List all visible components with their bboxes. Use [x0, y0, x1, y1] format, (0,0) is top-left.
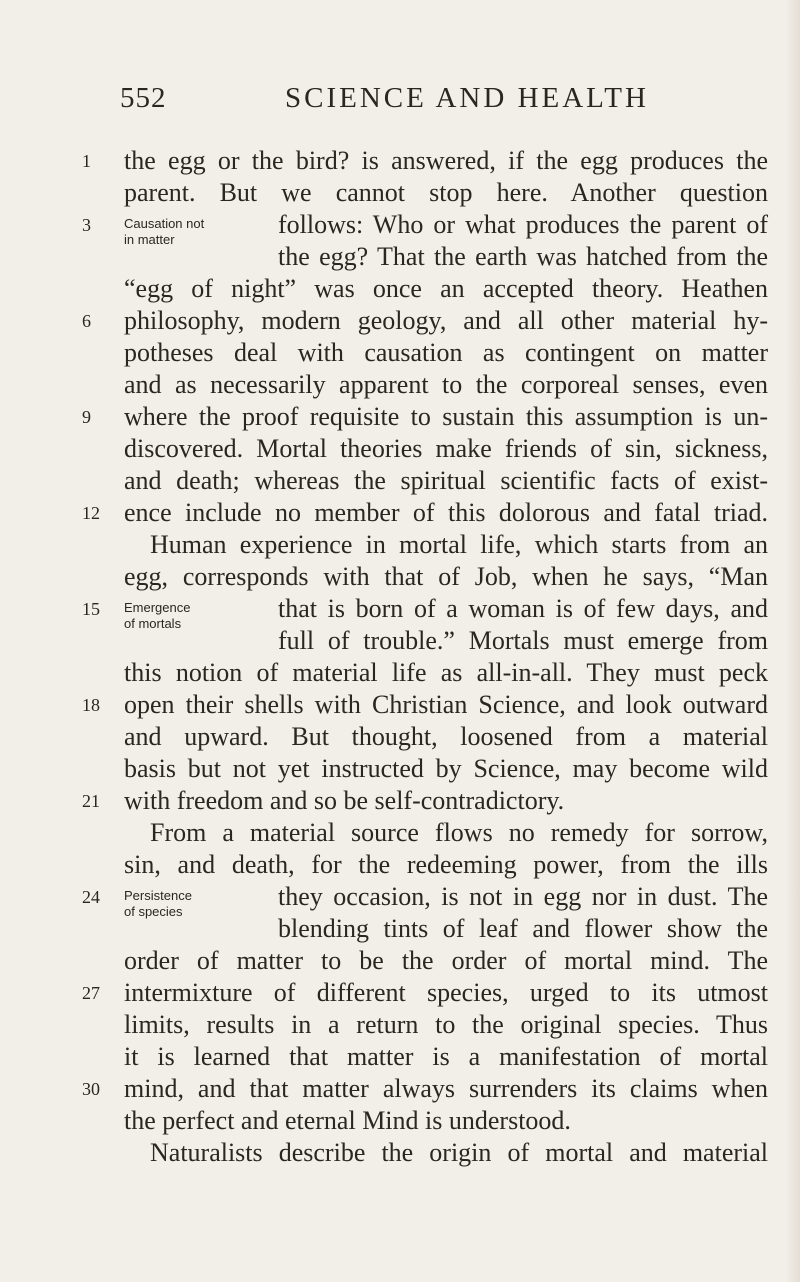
text-line: From a material source flows no remedy for sorrow,	[150, 818, 768, 847]
text-line: the egg or the bird? is answered, if the egg produces the	[124, 146, 768, 175]
text-line: with freedom and so be self-contradictory.	[124, 786, 565, 815]
line-number: 24	[82, 887, 100, 907]
marginal-note-emergence	[124, 600, 274, 632]
running-head: SCIENCE AND HEALTH	[285, 82, 649, 114]
text-line: Naturalists describe the origin of mortal and material	[150, 1138, 768, 1167]
line-number: 1	[82, 151, 91, 171]
page-edge-shadow	[786, 0, 800, 1282]
text-line: egg, corresponds with that of Job, when he says, “Man	[124, 562, 768, 591]
text-line: where the proof requisite to sustain this assumption is un-	[124, 402, 768, 431]
line-number: 27	[82, 983, 100, 1003]
marginal-note-persistence	[124, 888, 274, 920]
marginal-note-causation	[124, 216, 274, 248]
marginal-note-line: Persistence	[124, 888, 192, 903]
text-line: “egg of night” was once an accepted theory. Heathen	[124, 274, 768, 303]
line-number: 15	[82, 599, 100, 619]
marginal-note-line: in matter	[124, 232, 175, 247]
text-line: parent. But we cannot stop here. Another question	[124, 178, 768, 207]
text-line: order of matter to be the order of mortal mind. The	[124, 946, 768, 975]
text-line: full of trouble.” Mortals must emerge from	[278, 626, 768, 655]
text-line: discovered. Mortal theories make friends of sin, sickness,	[124, 434, 768, 463]
page-number: 552	[120, 82, 167, 114]
marginal-note-line: of species	[124, 904, 183, 919]
text-line: philosophy, modern geology, and all other material hy-	[124, 306, 768, 335]
text-line: intermixture of different species, urged to its utmost	[124, 978, 768, 1007]
text-line: blending tints of leaf and flower show the	[278, 914, 768, 943]
line-number: 30	[82, 1079, 100, 1099]
text-line: the egg? That the earth was hatched from the	[278, 242, 768, 271]
line-number: 21	[82, 791, 100, 811]
text-line: open their shells with Christian Science, and look outward	[124, 690, 768, 719]
line-number: 18	[82, 695, 100, 715]
text-line: that is born of a woman is of few days, and	[278, 594, 768, 623]
line-number: 9	[82, 407, 91, 427]
page-header	[120, 82, 780, 122]
line-number: 12	[82, 503, 100, 523]
text-line: this notion of material life as all-in-all. They must peck	[124, 658, 768, 687]
text-line: sin, and death, for the redeeming power, from the ills	[124, 850, 768, 879]
text-line: and as necessarily apparent to the corporeal senses, even	[124, 370, 768, 399]
text-line: basis but not yet instructed by Science, may become wild	[124, 754, 768, 783]
text-line: it is learned that matter is a manifestation of mortal	[124, 1042, 768, 1071]
text-line: and upward. But thought, loosened from a material	[124, 722, 768, 751]
text-line: Human experience in mortal life, which starts from an	[150, 530, 768, 559]
text-line: limits, results in a return to the original species. Thus	[124, 1010, 768, 1039]
marginal-note-line: Emergence	[124, 600, 191, 615]
marginal-note-line: of mortals	[124, 616, 182, 631]
text-line: mind, and that matter always surrenders its claims when	[124, 1074, 768, 1103]
text-line: potheses deal with causation as contingent on matter	[124, 338, 768, 367]
line-number: 6	[82, 311, 91, 331]
text-line: ence include no member of this dolorous and fatal triad.	[124, 498, 768, 527]
line-number: 3	[82, 215, 91, 235]
text-line: follows: Who or what produces the parent of	[278, 210, 768, 239]
text-line: the perfect and eternal Mind is understood.	[124, 1106, 571, 1135]
text-line: and death; whereas the spiritual scientific facts of exist-	[124, 466, 768, 495]
marginal-note-line: Causation not	[124, 216, 205, 231]
text-line: they occasion, is not in egg nor in dust. The	[278, 882, 768, 911]
